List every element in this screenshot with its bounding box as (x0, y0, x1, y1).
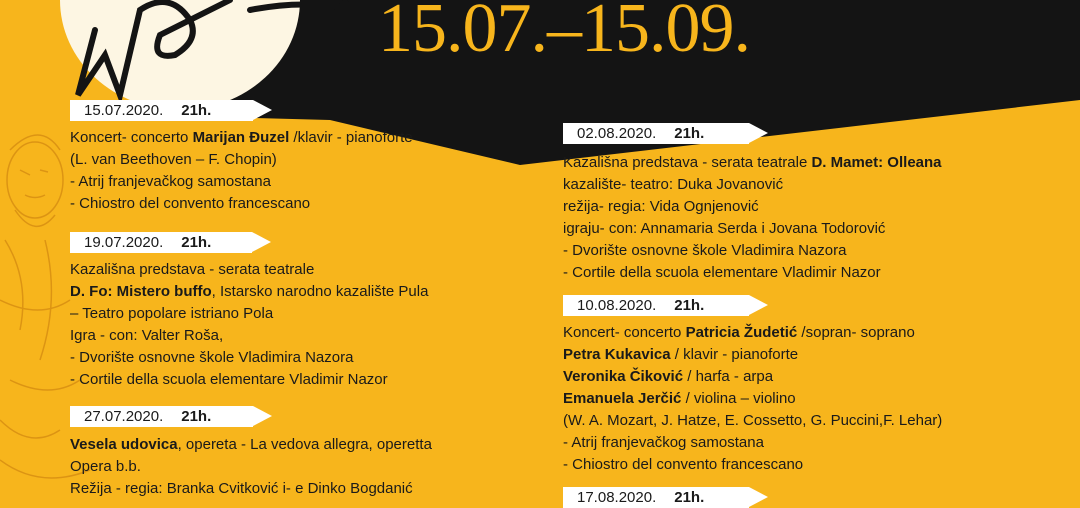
event-6-date-tag (563, 487, 749, 508)
event-highlight-text: Marijan Đuzel (192, 129, 290, 146)
event-5-details (563, 322, 942, 476)
event-text: Kazališna predstava - serata teatrale (70, 261, 315, 278)
event-text: Koncert- concerto (563, 324, 686, 341)
event-line (70, 434, 432, 456)
event-line (563, 174, 942, 196)
event-highlight-text: Veronika Čiković (563, 368, 684, 385)
event-time: 21h. (181, 408, 212, 425)
event-time: 21h. (674, 125, 705, 142)
event-line (563, 454, 942, 476)
event-date: 27.07.2020. (84, 408, 164, 425)
event-text: , Istarsko narodno kazalište Pula (211, 283, 429, 300)
event-line (563, 344, 942, 366)
event-date: 02.08.2020. (577, 125, 657, 142)
event-time: 21h. (181, 234, 212, 251)
event-date: 17.08.2020. (577, 489, 657, 506)
event-line (563, 152, 942, 174)
event-text: - Cortile della scuola elementare Vladimir Nazor (563, 264, 881, 281)
event-time: 21h. (674, 489, 705, 506)
event-text: - Dvorište osnovne škole Vladimira Nazora (563, 242, 847, 259)
event-3-date-tag (70, 406, 253, 427)
event-text: igraju- con: Annamaria Serda i Jovana Todorović (563, 220, 886, 237)
event-line (70, 171, 413, 193)
event-text: - Chiostro del convento francescano (563, 456, 804, 473)
event-2-date-tag (70, 232, 252, 253)
event-2-details (70, 259, 428, 391)
event-text: / harfa - arpa (683, 368, 774, 385)
event-line (70, 303, 428, 325)
event-5-date-tag (563, 295, 749, 316)
event-4-date-tag (563, 123, 749, 144)
event-line (70, 193, 413, 215)
event-1-date-tag (70, 100, 253, 121)
event-line (563, 262, 942, 284)
event-time: 21h. (181, 102, 212, 119)
event-line (563, 218, 942, 240)
event-text: Režija - regia: Branka Cvitković i- e Dinko Bogdanić (70, 480, 413, 497)
event-4-details (563, 152, 942, 284)
event-line (563, 388, 942, 410)
event-text: / violina – violino (681, 390, 796, 407)
event-text: - Chiostro del convento francescano (70, 195, 311, 212)
event-text: Igra - con: Valter Roša, (70, 327, 224, 344)
event-1-details (70, 127, 413, 215)
event-text: Koncert- concerto (70, 129, 193, 146)
event-date: 10.08.2020. (577, 297, 657, 314)
script-dot (339, 0, 351, 12)
festival-date-range: 15.07.–15.09. (378, 0, 750, 67)
event-text: , opereta - La vedova allegra, operetta (177, 436, 432, 453)
event-text: - Cortile della scuola elementare Vladimir Nazor (70, 371, 388, 388)
event-highlight-text: Patricia Žudetić (685, 324, 798, 341)
event-highlight-text: Vesela udovica (70, 436, 178, 453)
event-text: Kazališna predstava - serata teatrale (563, 154, 812, 171)
event-date: 15.07.2020. (84, 102, 164, 119)
event-text: - Atrij franjevačkog samostana (70, 173, 271, 190)
event-text: (L. van Beethoven – F. Chopin) (70, 151, 277, 168)
event-line (70, 259, 428, 281)
event-text: - Dvorište osnovne škole Vladimira Nazora (70, 349, 354, 366)
event-text: (W. A. Mozart, J. Hatze, E. Cossetto, G. Puccini,F. Lehar) (563, 412, 943, 429)
event-3-details (70, 434, 432, 500)
event-line (70, 325, 428, 347)
event-line (70, 281, 428, 303)
event-line (70, 149, 413, 171)
event-line (563, 366, 942, 388)
event-text: režija- regia: Vida Ognjenović (563, 198, 759, 215)
event-line (70, 369, 428, 391)
event-line (563, 240, 942, 262)
event-text: /sopran- soprano (797, 324, 915, 341)
event-line (563, 410, 942, 432)
event-line (563, 196, 942, 218)
event-line (563, 432, 942, 454)
event-line (70, 347, 428, 369)
event-text: Opera b.b. (70, 458, 141, 475)
event-highlight-text: Emanuela Jerčić (563, 390, 682, 407)
event-text: kazalište- teatro: Duka Jovanović (563, 176, 784, 193)
event-date: 19.07.2020. (84, 234, 164, 251)
event-text: – Teatro popolare istriano Pola (70, 305, 274, 322)
event-line (70, 478, 432, 500)
event-line (70, 456, 432, 478)
event-text: /klavir - pianoforte (289, 129, 413, 146)
event-line (563, 322, 942, 344)
event-highlight-text: D. Fo: Mistero buffo (70, 283, 212, 300)
event-highlight-text: D. Mamet: Olleana (811, 154, 942, 171)
event-text: / klavir - pianoforte (670, 346, 799, 363)
event-highlight-text: Petra Kukavica (563, 346, 671, 363)
event-line (70, 127, 413, 149)
event-text: - Atrij franjevačkog samostana (563, 434, 764, 451)
event-time: 21h. (674, 297, 705, 314)
